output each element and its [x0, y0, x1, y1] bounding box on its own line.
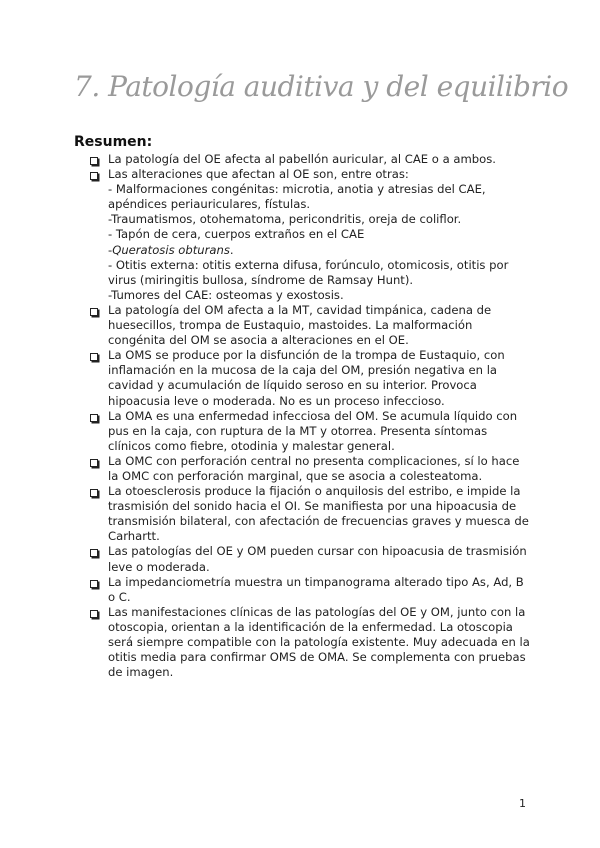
list-item-text: La impedanciometría muestra un timpanograma alterado tipo As, Ad, B o C. — [108, 574, 524, 604]
sub-item-prefix: - — [108, 242, 113, 257]
list-item — [90, 167, 530, 303]
list-item-text: La OMC con perforación central no presenta complicaciones, sí lo hace la OMC con perforación marginal, que se asocia a colesteatoma. — [108, 453, 520, 483]
list-item — [90, 575, 530, 605]
checkbox-bullet-icon — [90, 172, 98, 180]
page-number: 1 — [519, 797, 526, 810]
checkbox-bullet-icon — [90, 549, 98, 557]
sub-item: -Tumores del CAE: osteomas y exostosis. — [108, 287, 344, 302]
list-item — [90, 605, 530, 680]
list-item-text: La patología del OM afecta a la MT, cavidad timpánica, cadena de huesecillos, trompa de Eustaquio, mastoides. La malformación congénita del OM se asocia a alteraciones en el OE. — [108, 302, 492, 348]
list-item — [90, 484, 530, 544]
checkbox-bullet-icon — [90, 157, 98, 165]
list-item — [90, 544, 530, 574]
list-item-text: Las patologías del OE y OM pueden cursar con hipoacusia de trasmisión leve o moderada. — [108, 544, 527, 574]
sub-item-suffix: . — [229, 242, 234, 257]
list-item — [90, 409, 530, 454]
checkbox-bullet-icon — [90, 353, 98, 361]
sub-item: - Otitis externa: otitis externa difusa, forúnculo, otomicosis, otitis por virus (miringitis bullosa, síndrome de Ramsay Hunt). — [108, 257, 509, 287]
list-item — [90, 348, 530, 408]
sub-item-italic: Queratosis obturans — [112, 242, 230, 257]
list-item — [90, 454, 530, 484]
list-item-text: La otoesclerosis produce la fijación o anquilosis del estribo, e impide la trasmisión del sonido hacia el OI. Se manifiesta por una hipoacusia de transmisión bilateral, con afectación de frecuencias graves y muesca de Carhartt. — [108, 484, 529, 544]
sub-item-italic-line — [108, 243, 530, 258]
sub-item: - Tapón de cera, cuerpos extraños en el CAE — [108, 227, 365, 242]
checkbox-bullet-icon — [90, 459, 98, 467]
sub-item: -Traumatismos, otohematoma, pericondritis, oreja de coliflor. — [108, 212, 462, 227]
list-item-text: La OMS se produce por la disfunción de la trompa de Eustaquio, con inflamación en la mucosa de la caja del OM, presión negativa en la cavidad y acumulación de líquido seroso en su interior. Provoca hipoacusia leve o moderada. No es un proceso infeccioso. — [108, 348, 505, 408]
page-title: 7. Patología auditiva y del equilibrio — [74, 70, 569, 103]
list-item-text: La OMA es una enfermedad infecciosa del OM. Se acumula líquido con pus en la caja, con ruptura de la MT y otorrea. Presenta síntomas clínicos como fiebre, otodinia y malestar general. — [108, 408, 518, 453]
list-item-text: La patología del OE afecta al pabellón auricular, al CAE o a ambos. — [108, 152, 496, 166]
checkbox-bullet-icon — [90, 610, 98, 618]
sub-item: - Malformaciones congénitas: microtia, anotia y atresias del CAE, apéndices periauriculares, fístulas. — [108, 182, 486, 212]
checkbox-bullet-icon — [90, 580, 98, 588]
checkbox-bullet-icon — [90, 308, 98, 316]
section-subtitle: Resumen: — [74, 134, 153, 150]
list-item-text: Las alteraciones que afectan al OE son, entre otras: — [108, 167, 409, 182]
list-item — [90, 152, 530, 167]
list-item — [90, 303, 530, 348]
checkbox-bullet-icon — [90, 414, 98, 422]
summary-list — [90, 152, 530, 680]
checkbox-bullet-icon — [90, 489, 98, 497]
list-item-text: Las manifestaciones clínicas de las patologías del OE y OM, junto con la otoscopia, orientan a la identificación de la enfermedad. La otoscopia será siempre compatible con la patología existente. Muy adecuada en la otitis media para confirmar OMS de OMA. Se complementa con pruebas de imagen. — [108, 604, 530, 680]
